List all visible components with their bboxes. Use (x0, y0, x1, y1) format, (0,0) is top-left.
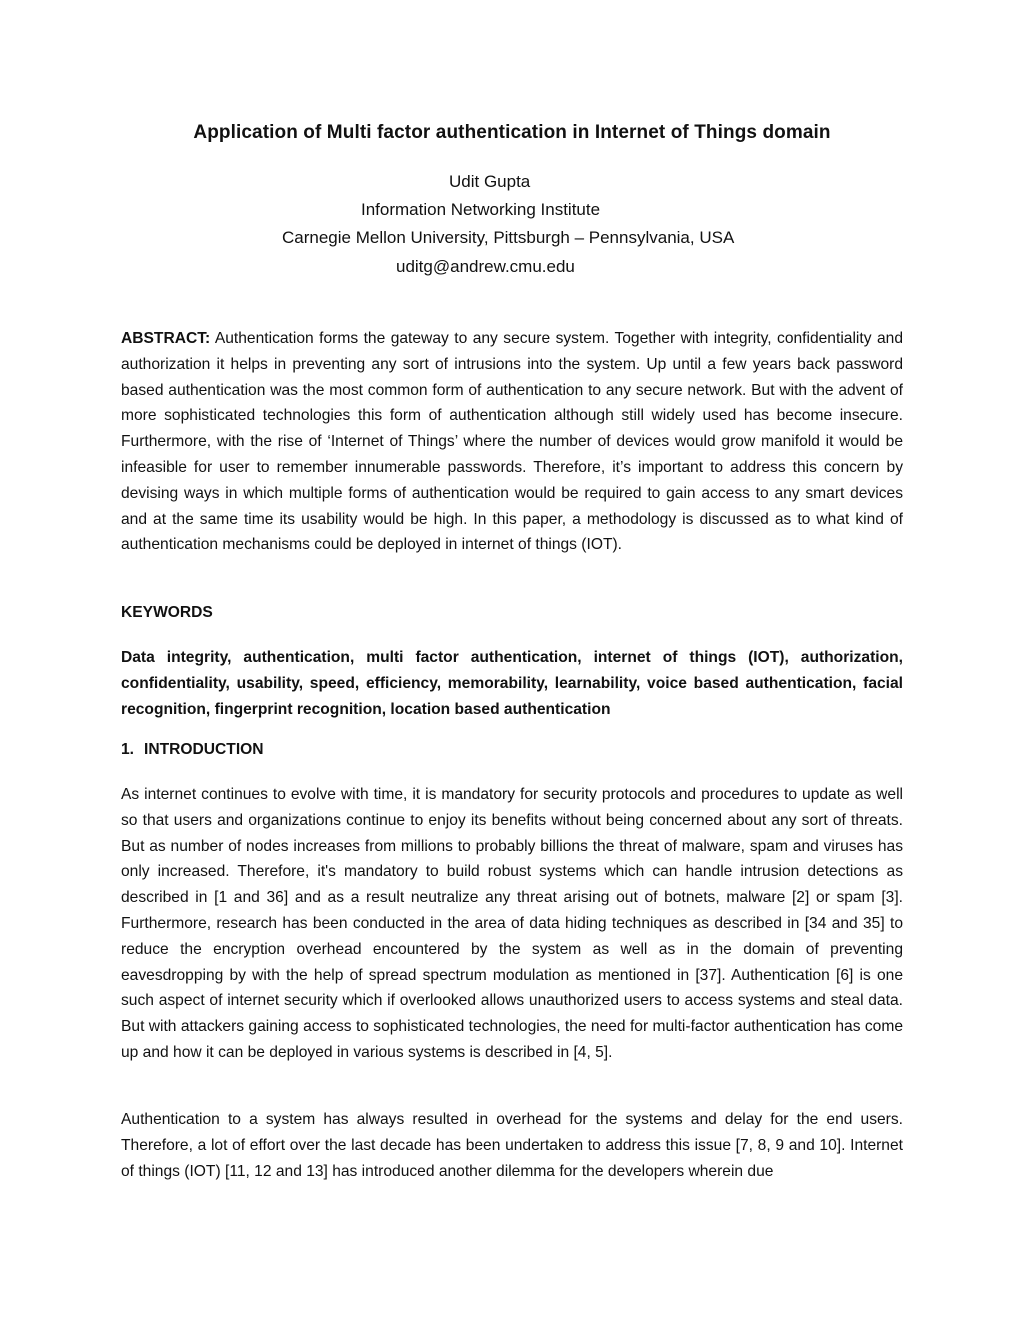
abstract-label: ABSTRACT: (121, 330, 211, 347)
author-university: Carnegie Mellon University, Pittsburgh – Pennsylvania, USA (282, 228, 735, 247)
section-number: 1. (121, 741, 135, 758)
keywords-list: Data integrity, authentication, multi factor authentication, internet of things (IOT), authorization, confidentiality, usability, speed, efficiency, memorability, learnability, voice based authentication, facial recognition, fingerprint recognition, location based authentication (121, 649, 903, 718)
keywords-heading: KEYWORDS (121, 604, 213, 621)
author-email: uditg@andrew.cmu.edu (396, 257, 575, 276)
author-name: Udit Gupta (449, 172, 531, 191)
abstract-text: Authentication forms the gateway to any secure system. Together with integrity, confidentiality and authorization it helps in preventing any sort of intrusions into the system. Up until a few years back password based authentication was the most common form of authentication to any secure network. But with the advent of more sophisticated technologies this form of authentication although still widely used has become insecure. Furthermore, with the rise of ‘Internet of Things’ where the number of devices would grow manifold it would be infeasible for user to remember innumerable passwords. Therefore, it’s important to address this concern by devising ways in which multiple forms of authentication would be required to gain access to any smart devices and at the same time its usability would be high. In this paper, a methodology is discussed as to what kind of authentication mechanisms could be deployed in internet of things (IOT). (121, 330, 903, 554)
section-heading-introduction (121, 741, 264, 759)
intro-paragraph-1: As internet continues to evolve with time, it is mandatory for security protocols and procedures to update as well so that users and organizations continue to enjoy its benefits without being concerned about any sort of threats. But as number of nodes increases from millions to probably billions the threat of malware, spam and viruses has only increased. Therefore, it's mandatory to build robust systems which can handle intrusion detections as described in [1 and 36] and as a result neutralize any threat arising out of botnets, malware [2] or spam [3]. Furthermore, research has been conducted in the area of data hiding techniques as described in [34 and 35] to reduce the encryption overhead encountered by the system as well as in the domain of preventing eavesdropping by with the help of spread spectrum modulation as mentioned in [37]. Authentication [6] is one such aspect of internet security which if overlooked allows unauthorized users to access systems and steal data. But with attackers gaining access to sophisticated technologies, the need for multi-factor authentication has come up and how it can be deployed in various systems is described in [4, 5]. (121, 786, 903, 1061)
author-affiliation: Information Networking Institute (361, 200, 601, 219)
abstract-paragraph (121, 326, 903, 558)
section-title: INTRODUCTION (144, 741, 264, 758)
intro-paragraph-2: Authentication to a system has always resulted in overhead for the systems and delay for the end users. Therefore, a lot of effort over the last decade has been undertaken to address this issue [7, 8, 9 and 10]. Internet of things (IOT) [11, 12 and 13] has introduced another dilemma for the developers wherein due (121, 1111, 903, 1180)
paper-title: Application of Multi factor authentication in Internet of Things domain (193, 122, 831, 143)
